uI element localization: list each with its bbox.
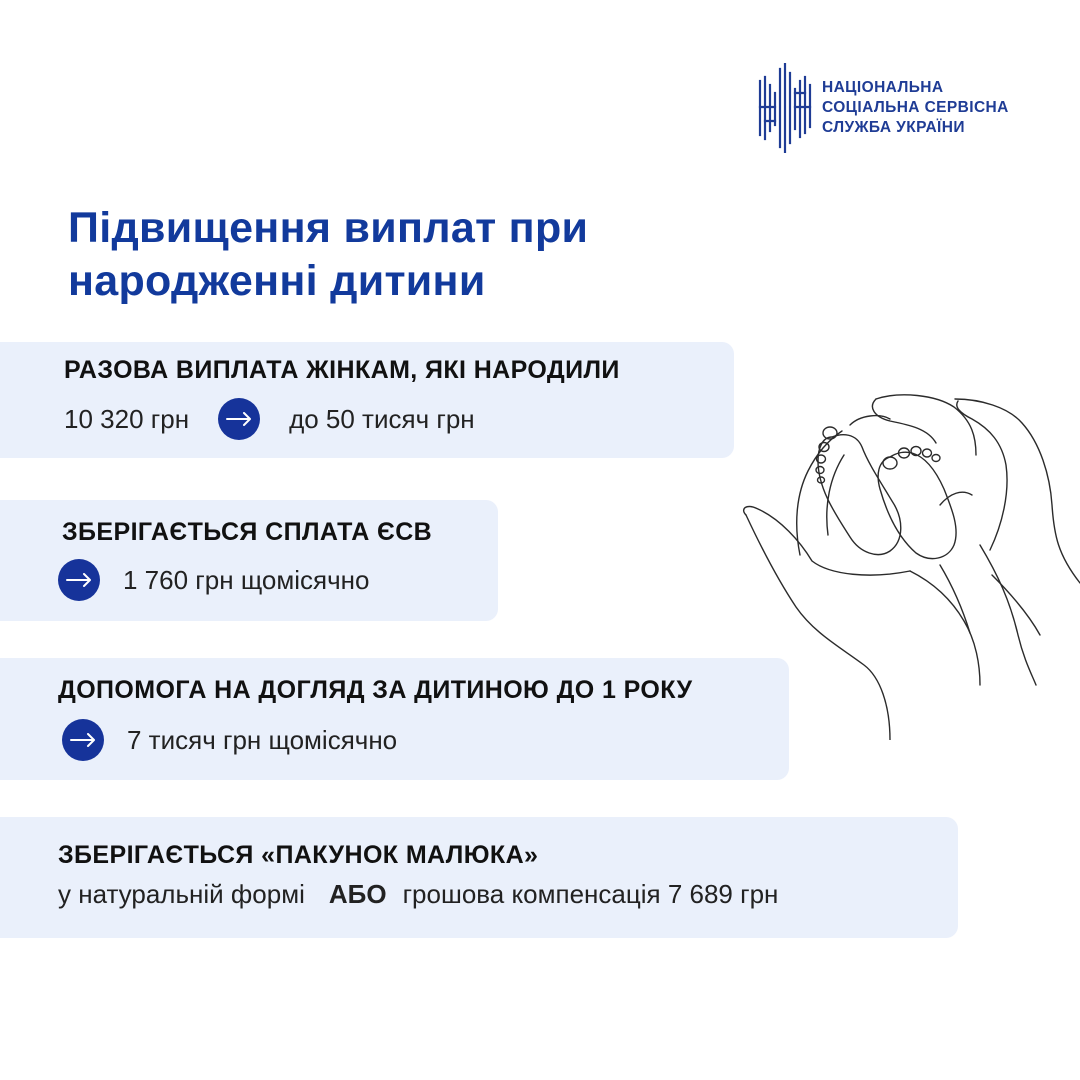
old-value: 10 320 грн [64,403,190,434]
logo-line: СЛУЖБА УКРАЇНИ [822,119,965,136]
new-value: до 50 тисяч грн [289,403,475,434]
card-value-row [58,559,369,601]
arrow-right-icon [218,398,260,440]
card-value-row [62,719,397,761]
logo-text [822,78,1009,138]
page-title-line: Підвищення виплат при [68,204,589,252]
card-heading: ЗБЕРІГАЄТЬСЯ «ПАКУНОК МАЛЮКА» [58,841,539,869]
page-title-line: народженні дитини [68,257,486,305]
benefit-card-baby-package [0,817,958,938]
card-heading: ЗБЕРІГАЄТЬСЯ СПЛАТА ЄСВ [62,518,433,546]
card-value: 7 тисяч грн щомісячно [127,724,398,755]
benefit-card-one-time-payment [0,342,734,458]
benefit-card-childcare [0,658,789,780]
brand-logo [758,62,1009,154]
option-in-kind: у натуральній формі [58,879,305,909]
logo-line: НАЦІОНАЛЬНА [822,79,944,96]
nssu-logo-mark-icon [758,63,814,153]
hands-holding-baby-feet-illustration-icon [740,385,1080,740]
card-value-row [58,879,778,910]
card-heading: РАЗОВА ВИПЛАТА ЖІНКАМ, ЯКІ НАРОДИЛИ [64,356,620,384]
card-heading: ДОПОМОГА НА ДОГЛЯД ЗА ДИТИНОЮ ДО 1 РОКУ [58,676,693,704]
arrow-right-icon [62,719,104,761]
logo-line: СОЦІАЛЬНА СЕРВІСНА [822,99,1009,116]
page-title [68,202,588,308]
arrow-right-icon [58,559,100,601]
option-cash: грошова компенсація 7 689 грн [402,879,779,909]
or-label: АБО [328,879,387,909]
benefit-card-esv [0,500,498,621]
card-value: 1 760 грн щомісячно [123,564,370,595]
card-value-row [64,398,475,440]
